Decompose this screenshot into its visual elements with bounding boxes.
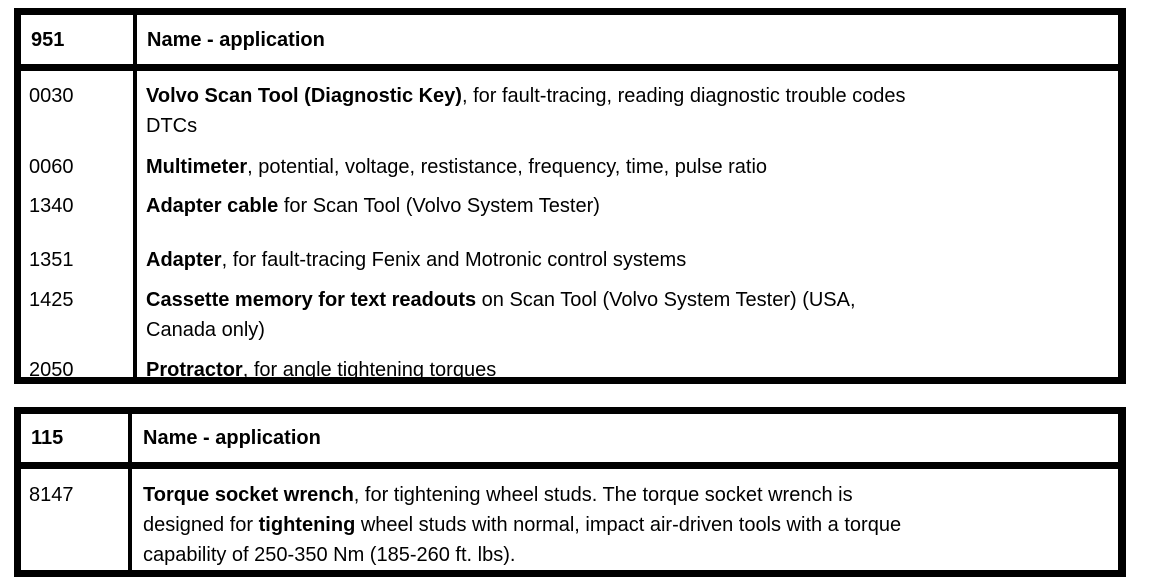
tool-name: Torque socket wrench (143, 484, 354, 506)
row-code: 0030 (29, 85, 74, 107)
row-description: Torque socket wrench, for tightening wheel studs. The torque socket wrench is designed for tightening wheel studs with normal, impact air-driven tools with a torque capability of 250-350 Nm (185-260 ft. lbs). (143, 484, 902, 566)
tool-name: Cassette memory for text readouts (146, 289, 477, 311)
tool-name: Multimeter (146, 156, 248, 178)
row-code: 1351 (29, 249, 74, 271)
row-code: 8147 (29, 484, 74, 506)
row-code: 1425 (29, 289, 74, 311)
tool-name: Adapter (146, 249, 222, 271)
column-divider (133, 15, 137, 377)
row-description: Cassette memory for text readouts on Scan Tool (Volvo System Tester) (USA, Canada only) (146, 289, 856, 341)
row-code: 0060 (29, 156, 74, 178)
row-description: Protractor, for angle tightening torques (146, 359, 497, 381)
row-description: Adapter, for fault-tracing Fenix and Motronic control systems (146, 249, 687, 271)
row-description: Adapter cable for Scan Tool (Volvo System Tester) (146, 195, 600, 217)
header-code: 115 (31, 427, 64, 449)
tool-table-951 (14, 8, 1126, 384)
tool-name: Volvo Scan Tool (Diagnostic Key) (146, 85, 462, 107)
header-name-application: Name - application (143, 427, 321, 449)
column-divider (128, 414, 132, 570)
tool-table-115 (14, 407, 1126, 577)
tool-name: Adapter cable (146, 195, 279, 217)
header-code: 951 (31, 29, 65, 51)
row-description: Multimeter, potential, voltage, restistance, frequency, time, pulse ratio (146, 156, 768, 178)
header-name-application: Name - application (147, 29, 325, 51)
row-code: 2050 (29, 359, 74, 381)
row-description: Volvo Scan Tool (Diagnostic Key), for fault-tracing, reading diagnostic trouble codes DTCs (146, 85, 906, 137)
row-code: 1340 (29, 195, 74, 217)
tool-name: Protractor (146, 359, 243, 381)
